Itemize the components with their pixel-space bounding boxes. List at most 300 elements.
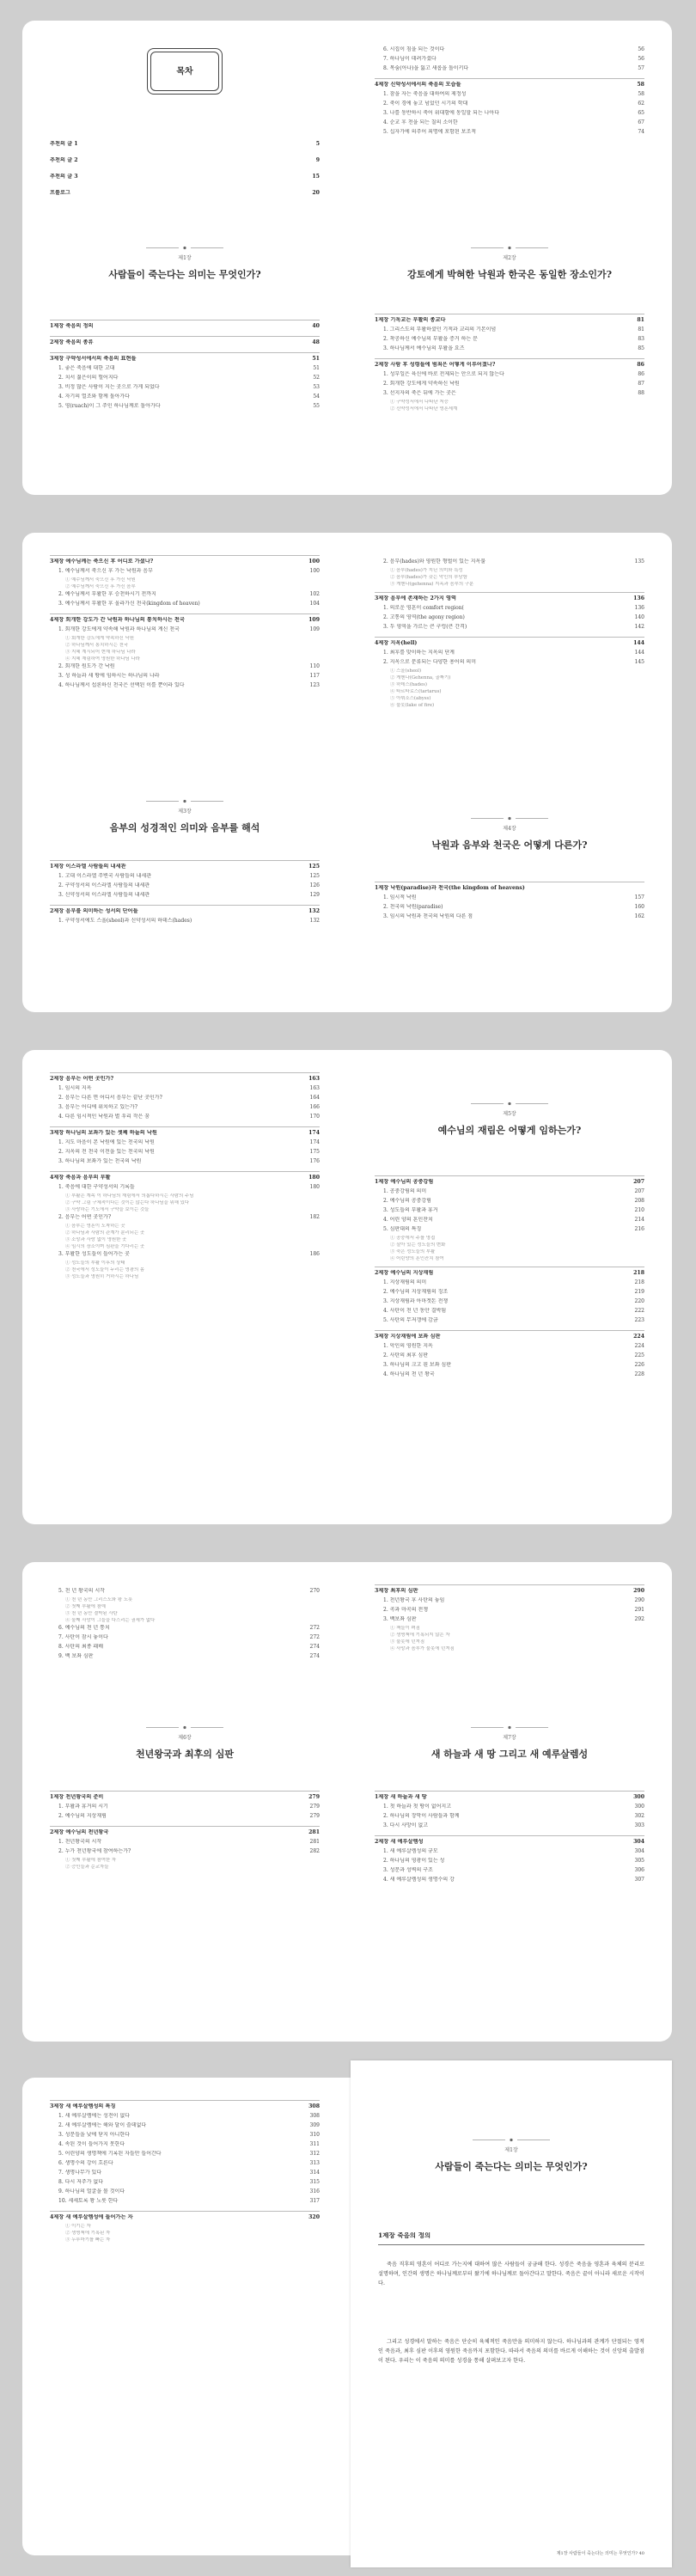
toc-page-number: 58	[637, 82, 644, 88]
toc-subitem[interactable]	[375, 689, 644, 695]
toc-label: 3. 하나님의 크고 흰 보좌 심판	[383, 1362, 452, 1368]
toc-section[interactable]	[50, 157, 320, 163]
toc-page-number: 304	[634, 1848, 644, 1854]
toc-page-number: 135	[634, 559, 644, 565]
toc-item[interactable]	[50, 1634, 320, 1640]
toc-label: 3. 예수님께서 부활한 후 올라가신 천국(kingdom of heaven)	[58, 601, 200, 607]
toc-section[interactable]	[50, 864, 320, 870]
toc-item[interactable]	[50, 673, 320, 679]
toc-page-number: 317	[309, 2198, 320, 2204]
toc-section[interactable]	[375, 640, 644, 646]
toc-item[interactable]	[50, 1095, 320, 1101]
toc-subitem[interactable]	[50, 636, 320, 642]
toc-item[interactable]	[375, 46, 644, 52]
toc-page-number: 129	[309, 892, 320, 898]
toc-label: ③ 사랑하는 기도에서 구약을 보이는 것들	[65, 1207, 150, 1212]
toc-label: 4. 어린 양의 혼인잔치	[383, 1217, 433, 1223]
toc-item[interactable]	[375, 624, 644, 630]
toc-label: 1. 천년왕국 후 사탄의 놓임	[383, 1597, 445, 1603]
toc-subitem[interactable]	[375, 568, 644, 574]
toc-item[interactable]	[50, 2160, 320, 2166]
section-rule	[375, 1835, 644, 1836]
toc-item[interactable]	[375, 1352, 644, 1358]
toc-item[interactable]	[50, 918, 320, 924]
toc-label: ① 성도들의 부활 이후의 상태	[65, 1261, 125, 1266]
toc-item[interactable]	[50, 1588, 320, 1594]
toc-item[interactable]	[375, 327, 644, 333]
toc-item[interactable]	[375, 559, 644, 565]
toc-item[interactable]	[375, 101, 644, 107]
toc-item[interactable]	[50, 591, 320, 597]
toc-item[interactable]	[50, 1139, 320, 1145]
toc-item[interactable]	[375, 371, 644, 377]
toc-item[interactable]	[50, 1813, 320, 1819]
toc-item[interactable]	[50, 1085, 320, 1091]
toc-page-number: 125	[309, 873, 320, 879]
toc-subitem[interactable]	[375, 582, 644, 588]
toc-item[interactable]	[50, 2188, 320, 2194]
toc-item[interactable]	[50, 394, 320, 400]
toc-page-number: 86	[637, 362, 644, 368]
toc-item[interactable]	[375, 1848, 644, 1854]
toc-label: ⑥ 불못(lake of fire)	[390, 703, 435, 708]
toc-item[interactable]	[375, 1317, 644, 1323]
toc-item[interactable]	[50, 663, 320, 669]
toc-section[interactable]	[50, 339, 320, 345]
toc-page-number: 62	[638, 101, 644, 107]
toc-item[interactable]	[375, 1858, 644, 1864]
toc-page-number: 226	[634, 1362, 644, 1368]
toc-subitem[interactable]	[375, 1633, 644, 1639]
toc-label: ② 천국에서 성도들이 누리는 영광의 몸	[65, 1267, 145, 1273]
toc-item[interactable]	[50, 1184, 320, 1190]
toc-subitem[interactable]	[50, 643, 320, 649]
toc-item[interactable]	[375, 904, 644, 910]
toc-section[interactable]	[50, 2103, 320, 2109]
section-rule	[50, 905, 320, 906]
toc-item[interactable]	[375, 605, 644, 611]
toc-label: 1제장 이스라엘 사람들의 내세관	[50, 864, 126, 870]
toc-item[interactable]	[375, 1289, 644, 1295]
toc-label: 8. 목숨(아나)을 잃고 새롭을 돌이키다	[383, 65, 469, 71]
toc-label: 1. 공중강림의 의미	[383, 1188, 427, 1194]
toc-item[interactable]	[50, 365, 320, 371]
chapter-title: 낙원과 음부와 천국은 어떻게 다른가?	[431, 839, 588, 851]
toc-item[interactable]	[50, 601, 320, 607]
toc-subitem[interactable]	[50, 1230, 320, 1236]
toc-section[interactable]	[50, 190, 320, 196]
toc-subitem[interactable]	[50, 1618, 320, 1624]
toc-subitem[interactable]	[50, 1207, 320, 1213]
toc-label: 2제장 예수님의 천년왕국	[50, 1829, 109, 1835]
section-rule	[50, 1826, 320, 1827]
toc-subitem[interactable]	[50, 1604, 320, 1610]
toc-label: 3. 하나님께서 예수님의 부활을 요즈	[383, 345, 465, 351]
toc-item[interactable]	[375, 56, 644, 62]
spread-2	[22, 533, 672, 1012]
section-rule	[50, 860, 320, 861]
toc-item[interactable]	[50, 2151, 320, 2157]
toc-label: ④ 둘째 사망이 그들을 다스리는 권세가 없다	[65, 1618, 156, 1623]
toc-subitem[interactable]	[50, 1237, 320, 1243]
toc-subitem[interactable]	[375, 406, 644, 412]
toc-section[interactable]	[50, 559, 320, 565]
toc-item[interactable]	[50, 2113, 320, 2119]
toc-page-number: 51	[312, 356, 320, 362]
toc-label: 1제장 낙원(paradise)과 천국(the kingdom of heavens)	[375, 885, 525, 891]
toc-page-number: 104	[309, 601, 320, 607]
chapter-title: 예수님의 재림은 어떻게 임하는가?	[437, 1125, 582, 1136]
toc-item[interactable]	[50, 1149, 320, 1155]
toc-item[interactable]	[375, 119, 644, 125]
toc-item[interactable]	[375, 894, 644, 900]
toc-page-number: 272	[309, 1634, 320, 1640]
toc-label: 2. 사탄의 최후 심판	[383, 1352, 429, 1358]
toc-item[interactable]	[50, 2179, 320, 2185]
toc-item[interactable]	[50, 626, 320, 632]
toc-page-number: 303	[634, 1822, 644, 1828]
toc-item[interactable]	[50, 682, 320, 688]
toc-page-number: 207	[633, 1179, 644, 1185]
toc-item[interactable]	[50, 568, 320, 574]
toc-item[interactable]	[50, 882, 320, 888]
toc-section[interactable]	[375, 885, 644, 891]
toc-page-number: 5	[315, 141, 320, 147]
chapter-title: 강토에게 박혀한 낙원과 한국은 동일한 장소인가?	[406, 269, 613, 280]
toc-item[interactable]	[50, 2132, 320, 2138]
toc-section[interactable]	[50, 1794, 320, 1800]
toc-section[interactable]	[375, 1334, 644, 1340]
toc-label: 2. 고통의 영역(the agony region)	[383, 614, 465, 620]
toc-section[interactable]	[50, 1829, 320, 1835]
toc-item[interactable]	[375, 91, 644, 97]
toc-item[interactable]	[375, 1198, 644, 1204]
toc-label: ① 첫째 부활에 참여한 자	[65, 1858, 117, 1863]
toc-label: 1제장 예수님의 공중강림	[375, 1179, 434, 1185]
toc-item[interactable]	[50, 1839, 320, 1845]
toc-section[interactable]	[375, 595, 644, 601]
toc-label: 2. 예수님께서 부활한 후 승천하시기 전까지	[58, 591, 156, 597]
toc-label: 2. 음부(hades)와 영원한 형벌이 있는 지옥불	[383, 559, 485, 565]
toc-item[interactable]	[50, 1644, 320, 1650]
chapter-label: 제5장	[503, 1111, 516, 1117]
toc-label: 4. 자기의 열조와 함께 돌아가다	[58, 394, 130, 400]
toc-page-number: 274	[309, 1653, 320, 1659]
toc-label: 3제장 지상재림에 보좌 심판	[375, 1334, 441, 1340]
toc-subitem[interactable]	[50, 1261, 320, 1267]
toc-subitem[interactable]	[50, 584, 320, 590]
toc-item[interactable]	[375, 1308, 644, 1314]
toc-label: 3. 비정 많은 사람이 지는 곳으로 가게 되었다	[58, 384, 160, 390]
toc-subitem[interactable]	[50, 577, 320, 583]
toc-subitem[interactable]	[375, 1249, 644, 1255]
toc-item[interactable]	[50, 375, 320, 381]
toc-section[interactable]	[50, 2214, 320, 2220]
toc-item[interactable]	[375, 1207, 644, 1213]
toc-page-number: 145	[634, 659, 644, 665]
heading-rule	[378, 2244, 644, 2245]
toc-subitem[interactable]	[375, 1646, 644, 1652]
toc-section[interactable]	[375, 1588, 644, 1594]
toc-item[interactable]	[375, 1822, 644, 1828]
toc-item[interactable]	[50, 1625, 320, 1631]
section-rule	[375, 637, 644, 638]
toc-item[interactable]	[375, 1298, 644, 1304]
toc-page-number: 100	[308, 559, 320, 565]
toc-item[interactable]	[50, 1104, 320, 1110]
chapter-heading	[375, 816, 644, 852]
toc-subitem[interactable]	[50, 1267, 320, 1273]
toc-page-number: 279	[309, 1804, 320, 1810]
toc-label: 4. 속된 것이 들어가지 못한다	[58, 2141, 125, 2147]
toc-label: 4제장 신약성서에서의 죽음의 모습들	[375, 82, 461, 88]
toc-subitem[interactable]	[50, 656, 320, 662]
toc-page-number: 140	[634, 614, 644, 620]
right-page	[347, 1050, 672, 1524]
toc-subitem[interactable]	[50, 1865, 320, 1871]
toc-subitem[interactable]	[50, 1244, 320, 1250]
chapter-label: 제6장	[178, 1735, 192, 1741]
toc-item[interactable]	[375, 390, 644, 396]
toc-item[interactable]	[50, 1653, 320, 1659]
toc-page-number: 180	[308, 1175, 320, 1181]
toc-subitem[interactable]	[50, 1597, 320, 1603]
toc-label: 3. 백보좌 심판	[383, 1616, 417, 1622]
toc-subitem[interactable]	[50, 650, 320, 656]
toc-page-number: 279	[308, 1794, 320, 1800]
toc-subitem[interactable]	[50, 1274, 320, 1280]
toc-item[interactable]	[375, 1616, 644, 1622]
toc-item[interactable]	[375, 1188, 644, 1194]
toc-subitem[interactable]	[375, 1242, 644, 1248]
toc-label: 4제장 죽음과 음부의 부활	[50, 1175, 111, 1181]
toc-item[interactable]	[375, 1362, 644, 1368]
toc-item[interactable]	[50, 1114, 320, 1120]
toc-item[interactable]	[375, 110, 644, 116]
toc-subitem[interactable]	[50, 1611, 320, 1617]
toc-label: 1. 구약성서에도 스올(sheol)과 신약성서의 하데스(hades)	[58, 918, 192, 924]
toc-section[interactable]	[375, 362, 644, 368]
toc-item[interactable]	[375, 1343, 644, 1349]
toc-item[interactable]	[50, 1158, 320, 1164]
toc-item[interactable]	[375, 650, 644, 656]
toc-item[interactable]	[375, 1804, 644, 1810]
toc-page-number: 224	[634, 1343, 644, 1349]
toc-item[interactable]	[375, 65, 644, 71]
toc-label: ① 회개한 강도에게 약속하신 낙원	[65, 636, 134, 641]
toc-section[interactable]	[375, 1179, 644, 1185]
toc-section[interactable]	[50, 141, 320, 147]
toc-subitem[interactable]	[50, 2224, 320, 2230]
toc-label: ② 증인들과 순교자들	[65, 1865, 109, 1870]
spread-5-right	[351, 2060, 672, 2567]
toc-subitem[interactable]	[50, 2231, 320, 2237]
chapter-title: 사람들이 죽는다는 의미는 무엇인가?	[108, 269, 261, 280]
toc-item[interactable]	[50, 2198, 320, 2204]
toc-page-number: 54	[313, 394, 320, 400]
toc-section[interactable]	[50, 1175, 320, 1181]
toc-page-number: 123	[309, 682, 320, 688]
toc-label: 2. 새 예루살렘에는 해와 달이 쓸데없다	[58, 2122, 147, 2128]
toc-page-number: 55	[313, 403, 320, 409]
toc-item[interactable]	[50, 892, 320, 898]
toc-label: 4. 사탄이 천 년 동안 결박됨	[383, 1308, 447, 1314]
section-rule	[50, 1126, 320, 1127]
chapter-title: 천년왕국과 최후의 심판	[136, 1749, 234, 1760]
toc-item[interactable]	[50, 1251, 320, 1257]
section-rule	[50, 1791, 320, 1792]
toc-page-number: 174	[308, 1130, 320, 1136]
toc-section[interactable]	[50, 174, 320, 180]
toc-section[interactable]	[50, 617, 320, 623]
toc-item[interactable]	[50, 1214, 320, 1220]
toc-label: 3. 성 하늘과 새 땅에 임하시는 하나님의 나라	[58, 673, 160, 679]
toc-item[interactable]	[375, 1217, 644, 1223]
toc-subitem[interactable]	[375, 682, 644, 688]
section-rule	[50, 2100, 320, 2101]
toc-label: ② 음부(hades)가 갖는 악인의 부당함	[390, 575, 467, 580]
toc-label: 6. 시집이 침을 되는 것이다	[383, 46, 445, 52]
toc-label: ① 구약성서에서 나타난 저승	[390, 400, 449, 405]
toc-label: 1. 죽음에 대한 구약성서의 기록들	[58, 1184, 135, 1190]
toc-label: ③ 천 년 동안 결박된 사탄	[65, 1611, 118, 1616]
toc-section[interactable]	[50, 356, 320, 362]
ornament-icon	[471, 816, 548, 821]
toc-item[interactable]	[375, 1877, 644, 1883]
toc-label: 2. 예수님의 공중강림	[383, 1198, 431, 1204]
toc-item[interactable]	[375, 336, 644, 342]
toc-subitem[interactable]	[375, 675, 644, 681]
toc-label: 5. 천 년 왕국의 시작	[58, 1588, 105, 1594]
toc-label: 4. 다른 임시적인 낙원과 별 우리 작은 꿈	[58, 1114, 150, 1120]
toc-label: 7. 생명나무가 있다	[58, 2170, 102, 2176]
toc-item[interactable]	[375, 1607, 644, 1613]
toc-subitem[interactable]	[50, 1193, 320, 1199]
toc-label: 2. 구약성서의 이스라엘 사람들의 내세관	[58, 882, 150, 888]
toc-page-number: 182	[309, 1214, 320, 1220]
toc-item[interactable]	[375, 659, 644, 665]
toc-label: 3. 성문과 성벽의 구조	[383, 1867, 433, 1873]
toc-label: 3제장 음부에 존재하는 2가지 영역	[375, 595, 456, 601]
toc-subitem[interactable]	[375, 696, 644, 702]
toc-section[interactable]	[375, 1270, 644, 1276]
toc-label: 5. 영(ruach)이 그 주인 하나님께로 돌아가다	[58, 403, 161, 409]
toc-item[interactable]	[50, 1848, 320, 1854]
toc-item[interactable]	[375, 614, 644, 620]
left-page	[22, 1562, 347, 2042]
toc-subitem[interactable]	[50, 1200, 320, 1206]
toc-item[interactable]	[50, 2170, 320, 2176]
toc-page-number: 162	[634, 913, 644, 919]
toc-page-number: 176	[309, 1158, 320, 1164]
toc-page-number: 74	[638, 129, 644, 135]
toc-page-number: 52	[313, 375, 320, 381]
toc-subitem[interactable]	[375, 703, 644, 709]
toc-section[interactable]	[50, 323, 320, 329]
toc-page-number: 100	[309, 568, 320, 574]
toc-page-number: 86	[638, 371, 644, 377]
toc-item[interactable]	[375, 1597, 644, 1603]
ornament-icon	[146, 246, 223, 250]
toc-subitem[interactable]	[375, 1236, 644, 1242]
toc-item[interactable]	[375, 1279, 644, 1285]
toc-item[interactable]	[375, 1226, 644, 1232]
toc-item[interactable]	[50, 403, 320, 409]
toc-label: ② 예수님께서 죽으신 후 가신 음부	[65, 584, 136, 589]
toc-label: ③ 성도들과 영원히 거하시는 하나님	[65, 1274, 139, 1279]
toc-item[interactable]	[375, 381, 644, 387]
toc-label: 1제장 천년왕국의 준비	[50, 1794, 104, 1800]
toc-item[interactable]	[50, 873, 320, 879]
right-page	[347, 21, 672, 495]
toc-label: 3. 성도들의 부활과 휴거	[383, 1207, 438, 1213]
toc-subitem[interactable]	[375, 400, 644, 406]
toc-item[interactable]	[50, 1804, 320, 1810]
toc-page-number: 109	[308, 617, 320, 623]
toc-page-number: 219	[634, 1289, 644, 1295]
toc-item[interactable]	[375, 1867, 644, 1873]
toc-subitem[interactable]	[50, 2237, 320, 2243]
toc-title: 목차	[150, 52, 219, 91]
toc-subitem[interactable]	[375, 668, 644, 675]
toc-section[interactable]	[375, 1839, 644, 1845]
toc-section[interactable]	[50, 908, 320, 914]
toc-page-number: 282	[309, 1848, 320, 1854]
toc-label: 4. 하나님께서 섭론하신 천국은 선택된 이를 뿐이라 있다	[58, 682, 185, 688]
spread-5-left	[22, 2078, 351, 2555]
toc-item[interactable]	[50, 2122, 320, 2128]
toc-section[interactable]	[375, 1794, 644, 1800]
ornament-icon	[471, 1725, 548, 1730]
toc-label: ② 생명책에 기록된 자	[65, 2231, 111, 2236]
toc-section[interactable]	[50, 1076, 320, 1082]
toc-subitem[interactable]	[50, 1858, 320, 1864]
toc-item[interactable]	[375, 129, 644, 135]
toc-item[interactable]	[375, 1813, 644, 1819]
section-rule	[50, 1171, 320, 1172]
toc-section[interactable]	[50, 1130, 320, 1136]
toc-label: 2. 천국의 낙원(paradise)	[383, 904, 443, 910]
toc-label: 4제장 새 예루살렘성에 들어가는 자	[50, 2214, 133, 2220]
toc-label: ② 하나님과 사람의 관계가 분리되는 곳	[65, 1230, 145, 1236]
toc-label: 1. 새 예루살렘에는 성전이 없다	[58, 2113, 130, 2119]
ornament-icon	[146, 1725, 223, 1730]
toc-label: 4. 순교 후 천을 되는 칠의 소이한	[383, 119, 458, 125]
toc-subitem[interactable]	[375, 1256, 644, 1262]
toc-item[interactable]	[375, 345, 644, 351]
toc-item[interactable]	[375, 913, 644, 919]
toc-subitem[interactable]	[50, 1224, 320, 1230]
toc-section[interactable]	[375, 317, 644, 323]
toc-label: 8. 다시 저주가 없다	[58, 2179, 104, 2185]
toc-label: 1. 지상재림의 의미	[383, 1279, 427, 1285]
toc-label: 1. 좋은 죽음에 대한 고대	[58, 365, 115, 371]
toc-page-number: 320	[308, 2214, 320, 2220]
toc-page-number: 304	[633, 1839, 644, 1845]
toc-item[interactable]	[50, 384, 320, 390]
toc-item[interactable]	[50, 2141, 320, 2147]
toc-item[interactable]	[375, 1371, 644, 1377]
section-rule	[375, 78, 644, 79]
chapter-heading	[50, 799, 320, 834]
toc-page-number: 132	[309, 918, 320, 924]
toc-subitem[interactable]	[375, 1639, 644, 1645]
toc-label: 2. 하나님의 장막이 사람들과 함께	[383, 1813, 460, 1819]
toc-page-number: 160	[634, 904, 644, 910]
toc-section[interactable]	[375, 82, 644, 88]
toc-subitem[interactable]	[375, 1626, 644, 1632]
toc-subitem[interactable]	[375, 575, 644, 581]
